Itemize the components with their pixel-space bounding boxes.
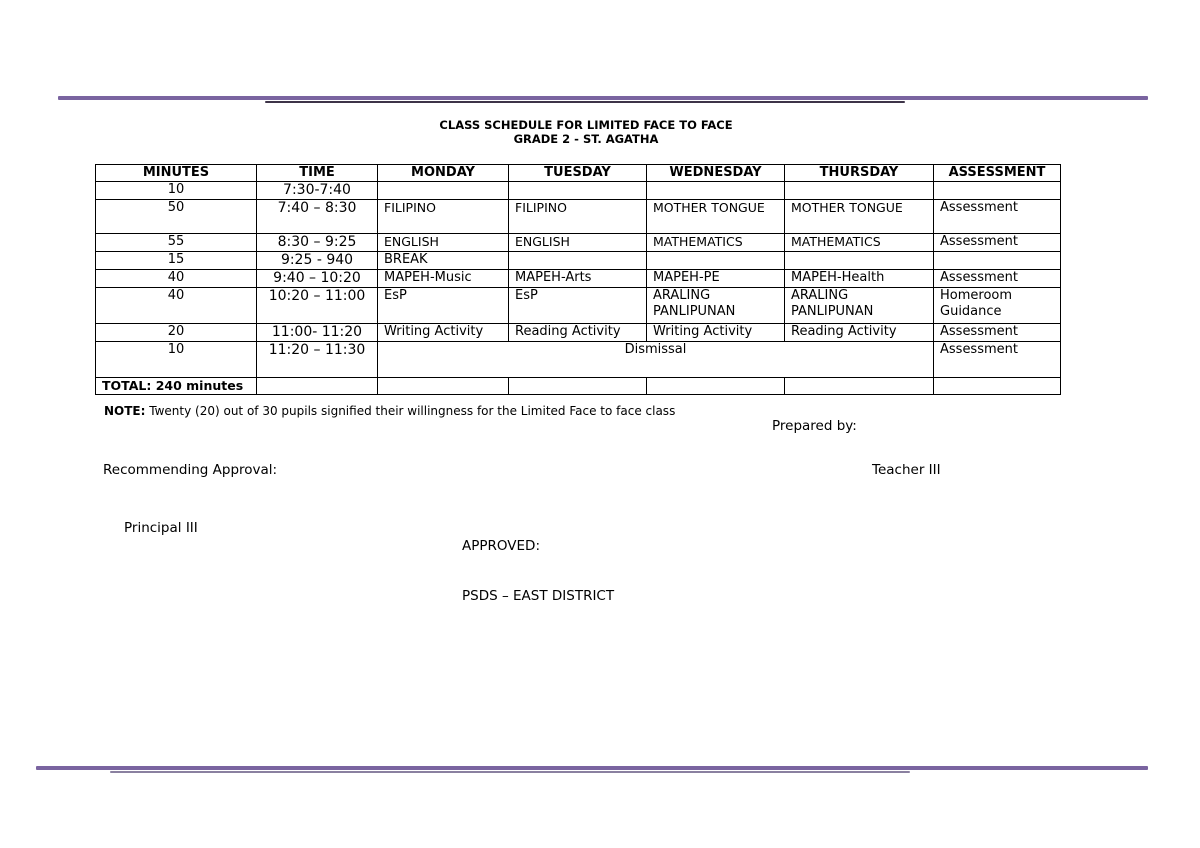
cell-monday: ENGLISH [378,234,509,252]
note-label: NOTE: [104,404,146,418]
cell-monday: EsP [378,288,509,324]
header-rule-shadow [265,101,905,103]
cell-time: 10:20 – 11:00 [257,288,378,324]
note [104,404,675,418]
cell-assessment: Assessment [934,324,1061,342]
cell-tuesday: ENGLISH [509,234,647,252]
table-row [96,288,1061,324]
header-tuesday: TUESDAY [509,165,647,182]
empty-cell [509,378,647,395]
cell-minutes: 10 [96,342,257,378]
cell-dismissal: Dismissal [378,342,934,378]
table-row [96,270,1061,288]
cell-wednesday [647,182,785,200]
cell-thursday: MAPEH-Health [785,270,934,288]
table-row [96,342,1061,378]
header-assessment: ASSESSMENT [934,165,1061,182]
cell-wednesday: Writing Activity [647,324,785,342]
cell-thursday: ARALING PANLIPUNAN [785,288,934,324]
note-text: Twenty (20) out of 30 pupils signified their willingness for the Limited Face to face class [149,404,676,418]
cell-minutes: 40 [96,288,257,324]
table-row [96,200,1061,234]
cell-minutes: 10 [96,182,257,200]
cell-time: 11:00- 11:20 [257,324,378,342]
cell-assessment: Homeroom Guidance [934,288,1061,324]
cell-thursday: Reading Activity [785,324,934,342]
empty-cell [934,378,1061,395]
cell-wednesday [647,252,785,270]
document-subtitle: GRADE 2 - ST. AGATHA [513,132,659,146]
cell-thursday [785,252,934,270]
header-monday: MONDAY [378,165,509,182]
cell-time: 9:25 - 940 [257,252,378,270]
prepared-by-label: Prepared by: [772,418,857,434]
cell-assessment: Assessment [934,200,1061,234]
cell-wednesday: MOTHER TONGUE [647,200,785,234]
cell-monday [378,182,509,200]
cell-monday: FILIPINO [378,200,509,234]
cell-tuesday: MAPEH-Arts [509,270,647,288]
cell-tuesday: FILIPINO [509,200,647,234]
empty-cell [647,378,785,395]
header-rule [58,96,1148,100]
table-row [96,234,1061,252]
cell-time: 7:30-7:40 [257,182,378,200]
cell-wednesday: MATHEMATICS [647,234,785,252]
cell-wednesday: ARALING PANLIPUNAN [647,288,785,324]
cell-assessment: Assessment [934,234,1061,252]
cell-assessment: Assessment [934,270,1061,288]
cell-minutes: 40 [96,270,257,288]
principal-title: Principal III [124,520,198,536]
schedule-table [95,164,1061,395]
footer-rule [36,766,1148,770]
teacher-title: Teacher III [872,462,941,478]
cell-time: 8:30 – 9:25 [257,234,378,252]
table-header-row [96,165,1061,182]
cell-monday: MAPEH-Music [378,270,509,288]
empty-cell [257,378,378,395]
cell-time: 9:40 – 10:20 [257,270,378,288]
cell-thursday [785,182,934,200]
psds-title: PSDS – EAST DISTRICT [462,588,615,604]
cell-minutes: 55 [96,234,257,252]
cell-assessment [934,252,1061,270]
header-wednesday: WEDNESDAY [647,165,785,182]
cell-minutes: 50 [96,200,257,234]
cell-time: 11:20 – 11:30 [257,342,378,378]
header-time: TIME [257,165,378,182]
table-row [96,182,1061,200]
total-minutes: TOTAL: 240 minutes [96,378,257,395]
cell-monday: BREAK [378,252,509,270]
header-minutes: MINUTES [96,165,257,182]
cell-thursday: MOTHER TONGUE [785,200,934,234]
cell-tuesday: Reading Activity [509,324,647,342]
cell-minutes: 20 [96,324,257,342]
cell-thursday: MATHEMATICS [785,234,934,252]
empty-cell [785,378,934,395]
cell-assessment: Assessment [934,342,1061,378]
header-thursday: THURSDAY [785,165,934,182]
cell-wednesday: MAPEH-PE [647,270,785,288]
recommending-approval-label: Recommending Approval: [103,462,278,478]
approved-label: APPROVED: [462,538,540,554]
table-total-row [96,378,1061,395]
footer-rule-shadow [110,771,910,773]
cell-monday: Writing Activity [378,324,509,342]
cell-time: 7:40 – 8:30 [257,200,378,234]
empty-cell [378,378,509,395]
table-row [96,252,1061,270]
cell-tuesday: EsP [509,288,647,324]
cell-tuesday [509,182,647,200]
cell-minutes: 15 [96,252,257,270]
document-title: CLASS SCHEDULE FOR LIMITED FACE TO FACE [439,118,733,132]
table-row [96,324,1061,342]
cell-tuesday [509,252,647,270]
cell-assessment [934,182,1061,200]
